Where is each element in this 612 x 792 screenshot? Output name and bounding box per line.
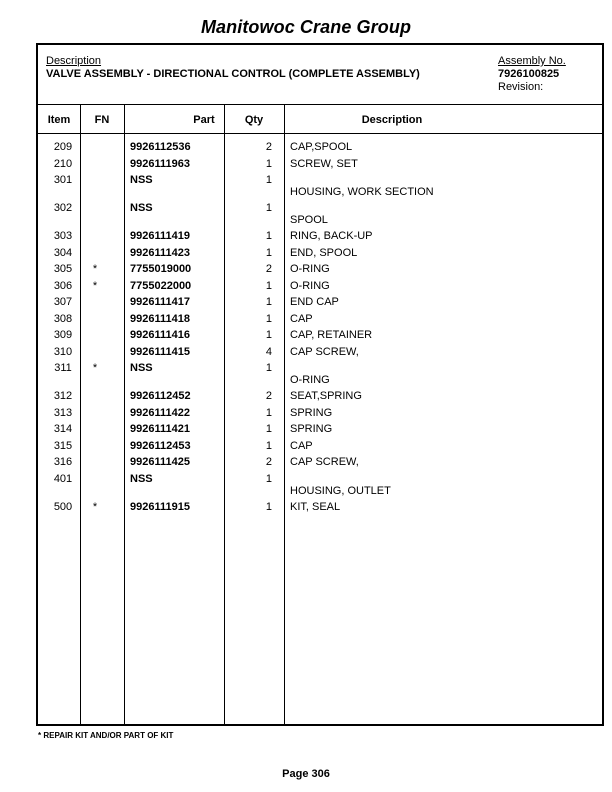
part-description: CAP,SPOOL	[290, 141, 353, 153]
item-number: 309	[53, 329, 73, 341]
item-number: 209	[53, 141, 73, 153]
assembly-header	[38, 45, 602, 105]
item-number: 401	[53, 472, 73, 485]
part-number: 9926112536	[130, 141, 191, 153]
fn-marker: *	[92, 362, 98, 374]
quantity: 1	[265, 174, 272, 186]
table-row	[38, 421, 602, 438]
page-number: Page 306	[282, 768, 330, 780]
quantity: 1	[265, 362, 272, 374]
quantity: 1	[265, 406, 272, 419]
part-description: END CAP	[290, 296, 339, 308]
part-number: 7755019000	[130, 263, 192, 275]
table-row	[38, 228, 602, 245]
item-number: 305	[53, 263, 73, 275]
revision-label: Revision:	[498, 81, 544, 93]
part-number: 9926111419	[130, 230, 190, 242]
quantity: 1	[265, 439, 272, 452]
quantity: 2	[265, 263, 272, 275]
table-row	[38, 139, 602, 156]
header-divider	[38, 104, 602, 105]
table-row	[38, 438, 602, 455]
part-description: CAP SCREW,	[290, 456, 359, 468]
fn-marker: *	[92, 500, 98, 513]
table-row	[38, 261, 602, 278]
part-number: 9926111418	[130, 312, 190, 325]
table-row	[38, 156, 602, 173]
quantity: 1	[265, 296, 272, 308]
column-header-qty: Qty	[244, 114, 264, 126]
item-number: 500	[53, 500, 73, 513]
part-number: 9926111417	[130, 296, 190, 308]
quantity: 1	[265, 472, 272, 485]
part-number: NSS	[130, 362, 153, 374]
fn-marker: *	[92, 279, 98, 292]
part-description: HOUSING, WORK SECTION	[290, 186, 434, 198]
assembly-number-label: Assembly No.	[498, 55, 566, 67]
column-header-description: Description	[361, 114, 423, 126]
quantity: 2	[265, 141, 272, 153]
item-number: 310	[53, 345, 73, 358]
part-number: 9926111415	[130, 345, 190, 358]
column-header-fn: FN	[94, 114, 110, 126]
table-row	[38, 278, 602, 295]
description-value: VALVE ASSEMBLY - DIRECTIONAL CONTROL (COMPLETE ASSEMBLY)	[46, 68, 420, 80]
table-row	[38, 388, 602, 405]
table-row	[38, 405, 602, 422]
part-number: 9926111423	[130, 246, 190, 259]
part-description: SPRING	[290, 406, 333, 419]
table-row	[38, 172, 602, 200]
part-description: O-RING	[290, 279, 330, 292]
parts-table-body	[38, 139, 602, 515]
column-header-part: Part	[193, 114, 215, 126]
part-number: 9926111422	[130, 406, 190, 419]
item-number: 303	[53, 230, 73, 242]
table-row	[38, 360, 602, 388]
part-number: 9926111416	[130, 329, 190, 341]
item-number: 316	[53, 456, 73, 468]
quantity: 1	[265, 202, 272, 214]
part-number: NSS	[130, 174, 153, 186]
item-number: 308	[53, 312, 73, 325]
item-number: 314	[53, 423, 73, 435]
part-number: 9926111425	[130, 456, 190, 468]
part-description: CAP	[290, 312, 313, 325]
item-number: 313	[53, 406, 73, 419]
table-row	[38, 200, 602, 228]
table-row	[38, 471, 602, 499]
part-number: 9926111421	[130, 423, 190, 435]
part-description: HOUSING, OUTLET	[290, 484, 391, 497]
part-number: 9926111963	[130, 157, 190, 170]
quantity: 2	[265, 456, 272, 468]
quantity: 1	[265, 423, 272, 435]
item-number: 304	[53, 246, 73, 259]
table-row	[38, 344, 602, 361]
quantity: 1	[265, 157, 272, 170]
part-number: 7755022000	[130, 279, 192, 292]
description-label: Description	[46, 55, 102, 67]
quantity: 2	[265, 390, 272, 402]
quantity: 1	[265, 279, 272, 292]
table-row	[38, 327, 602, 344]
table-row	[38, 294, 602, 311]
part-description: SPRING	[290, 423, 333, 435]
quantity: 1	[265, 500, 272, 513]
column-header-divider	[38, 133, 602, 134]
column-header-item: Item	[47, 114, 71, 126]
item-number: 302	[53, 202, 73, 214]
part-description: END, SPOOL	[290, 246, 358, 259]
item-number: 311	[54, 362, 72, 374]
column-header-row	[38, 106, 602, 134]
item-number: 307	[53, 296, 73, 308]
part-description: CAP SCREW,	[290, 345, 359, 358]
part-description: SCREW, SET	[290, 157, 358, 170]
table-row	[38, 499, 602, 516]
part-description: SPOOL	[290, 214, 328, 226]
part-number: NSS	[130, 472, 153, 485]
assembly-number-value: 7926100825	[498, 68, 560, 80]
part-description: CAP	[290, 439, 313, 452]
part-description: RING, BACK-UP	[290, 230, 373, 242]
item-number: 210	[53, 157, 73, 170]
footnote: * REPAIR KIT AND/OR PART OF KIT	[38, 731, 174, 740]
quantity: 4	[265, 345, 272, 358]
part-description: CAP, RETAINER	[290, 329, 373, 341]
part-number: 9926111915	[130, 500, 190, 513]
part-number: 9926112453	[130, 439, 191, 452]
item-number: 301	[53, 174, 73, 186]
fn-marker: *	[92, 263, 98, 275]
quantity: 1	[265, 246, 272, 259]
table-row	[38, 245, 602, 262]
brand-title: Manitowoc Crane Group	[200, 17, 412, 37]
table-row	[38, 311, 602, 328]
item-number: 312	[53, 390, 73, 402]
part-number: NSS	[130, 202, 153, 214]
table-row	[38, 454, 602, 471]
quantity: 1	[265, 230, 272, 242]
part-description: O-RING	[290, 374, 330, 386]
part-number: 9926112452	[130, 390, 191, 402]
part-description: SEAT,SPRING	[290, 390, 362, 402]
part-description: KIT, SEAL	[290, 500, 341, 513]
quantity: 1	[265, 312, 272, 325]
part-description: O-RING	[290, 263, 330, 275]
parts-list-frame	[36, 43, 604, 726]
item-number: 306	[53, 279, 73, 292]
item-number: 315	[53, 439, 73, 452]
quantity: 1	[265, 329, 272, 341]
